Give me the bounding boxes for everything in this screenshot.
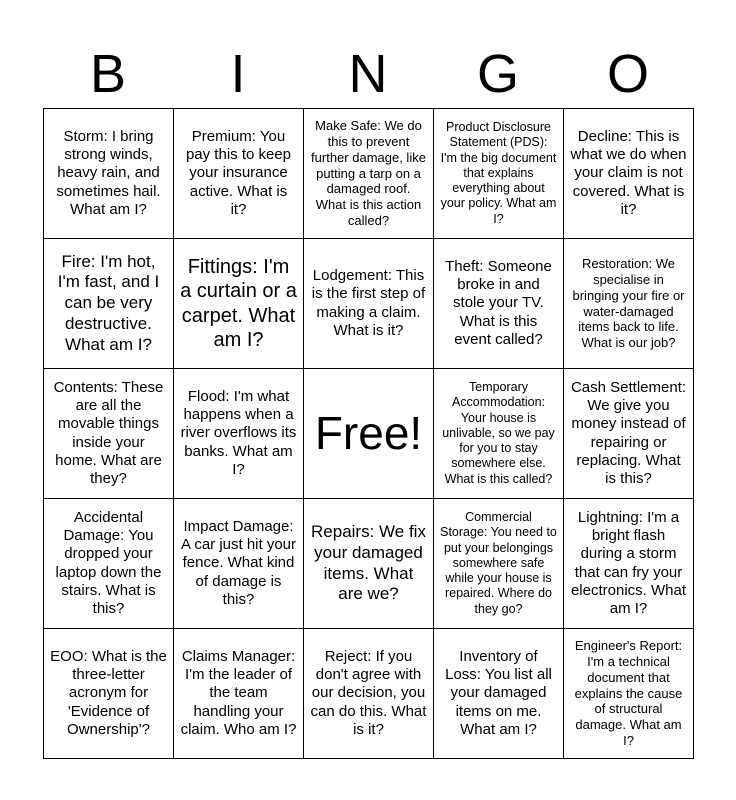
header-letter-g: G	[476, 44, 519, 104]
header-letter-n: N	[348, 44, 388, 104]
bingo-row	[44, 499, 694, 629]
bingo-row	[44, 369, 694, 499]
header-letter-i: I	[230, 44, 246, 104]
bingo-card-grid	[43, 108, 694, 759]
bingo-cell[interactable]: Lightning: I'm a bright flash during a storm that can fry your electronics. What am I?	[564, 499, 694, 629]
bingo-cell[interactable]: Claims Manager: I'm the leader of the team handling your claim. Who am I?	[174, 629, 304, 759]
bingo-row	[44, 239, 694, 369]
free-space-cell[interactable]: Free!	[304, 369, 434, 499]
bingo-cell[interactable]: Impact Damage: A car just hit your fence. What kind of damage is this?	[174, 499, 304, 629]
bingo-cell[interactable]: Storm: I bring strong winds, heavy rain, and sometimes hail. What am I?	[44, 109, 174, 239]
bingo-cell[interactable]: Reject: If you don't agree with our decision, you can do this. What is it?	[304, 629, 434, 759]
bingo-cell[interactable]: Restoration: We specialise in bringing your fire or water-damaged items back to life. What is our job?	[564, 239, 694, 369]
bingo-cell[interactable]: Engineer's Report: I'm a technical document that explains the cause of structural damage. What am I?	[564, 629, 694, 759]
bingo-cell[interactable]: Contents: These are all the movable things inside your home. What are they?	[44, 369, 174, 499]
bingo-cell[interactable]: Accidental Damage: You dropped your laptop down the stairs. What is this?	[44, 499, 174, 629]
bingo-header	[43, 40, 693, 108]
bingo-cell[interactable]: Product Disclosure Statement (PDS): I'm the big document that explains everything about your policy. What am I?	[434, 109, 564, 239]
bingo-cell[interactable]: Temporary Accommodation: Your house is unlivable, so we pay for you to stay somewhere else. What is this called?	[434, 369, 564, 499]
bingo-cell[interactable]: Decline: This is what we do when your claim is not covered. What is it?	[564, 109, 694, 239]
bingo-cell[interactable]: Fittings: I'm a curtain or a carpet. What am I?	[174, 239, 304, 369]
bingo-cell[interactable]: Commercial Storage: You need to put your belongings somewhere safe while your house is repaired. Where do they go?	[434, 499, 564, 629]
bingo-cell[interactable]: Premium: You pay this to keep your insurance active. What is it?	[174, 109, 304, 239]
bingo-cell[interactable]: EOO: What is the three-letter acronym for 'Evidence of Ownership'?	[44, 629, 174, 759]
bingo-cell[interactable]: Cash Settlement: We give you money instead of repairing or replacing. What is this?	[564, 369, 694, 499]
header-letter-o: O	[606, 44, 649, 104]
header-letter-b: B	[89, 44, 127, 104]
bingo-cell[interactable]: Make Safe: We do this to prevent further damage, like putting a tarp on a damaged roof. What is this action called?	[304, 109, 434, 239]
bingo-row	[44, 629, 694, 759]
bingo-cell[interactable]: Flood: I'm what happens when a river overflows its banks. What am I?	[174, 369, 304, 499]
bingo-cell[interactable]: Inventory of Loss: You list all your damaged items on me. What am I?	[434, 629, 564, 759]
bingo-cell[interactable]: Repairs: We fix your damaged items. What are we?	[304, 499, 434, 629]
bingo-cell[interactable]: Lodgement: This is the first step of making a claim. What is it?	[304, 239, 434, 369]
bingo-row	[44, 109, 694, 239]
bingo-cell[interactable]: Fire: I'm hot, I'm fast, and I can be very destructive. What am I?	[44, 239, 174, 369]
bingo-cell[interactable]: Theft: Someone broke in and stole your TV. What is this event called?	[434, 239, 564, 369]
